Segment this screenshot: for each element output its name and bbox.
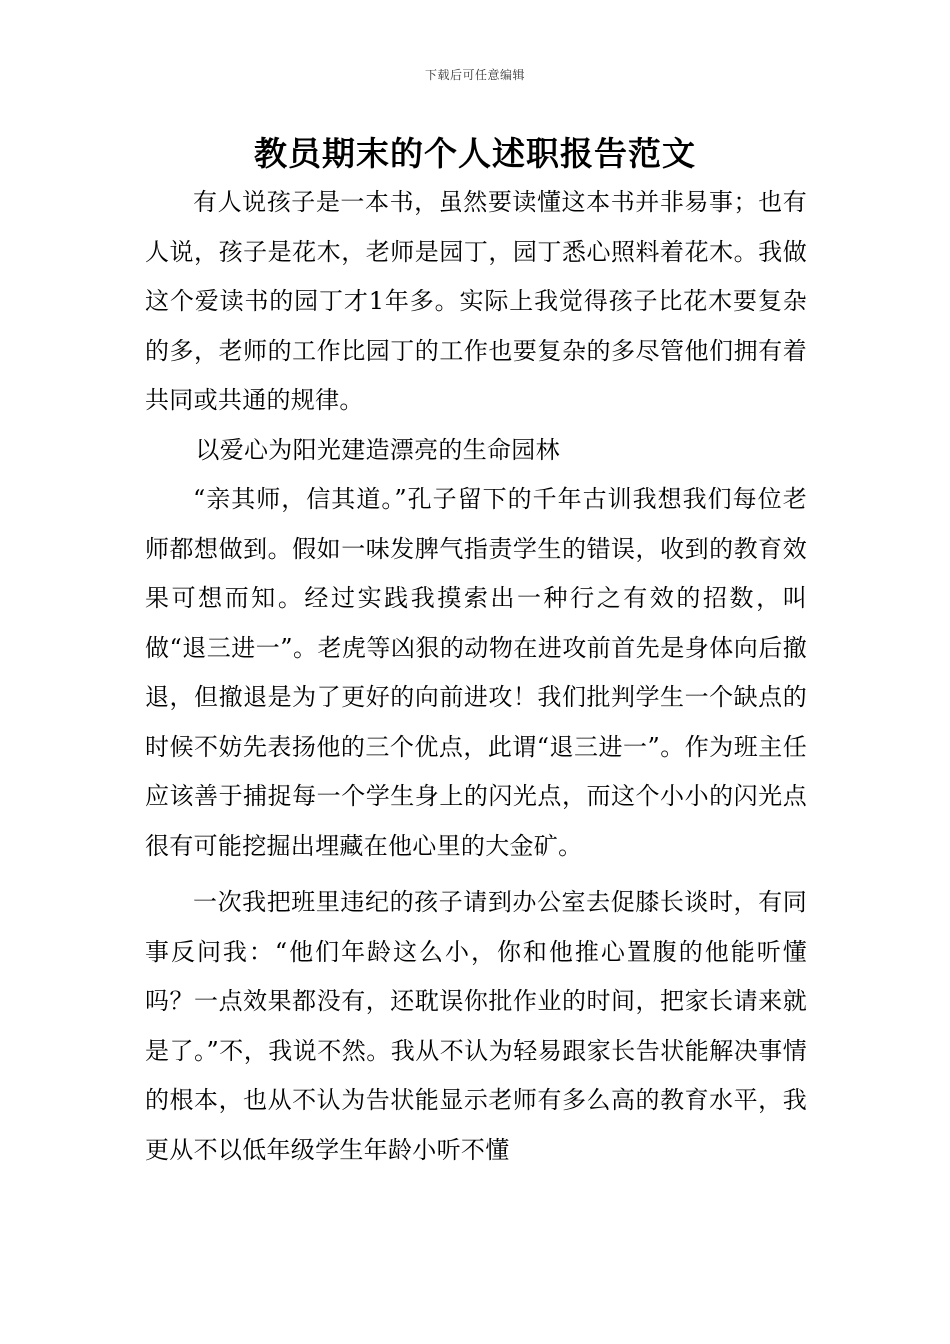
header-note: 下载后可任意编辑 <box>424 68 525 82</box>
document-body <box>145 178 807 1175</box>
section-heading: 以爱心为阳光建造漂亮的生命园林 <box>195 435 560 464</box>
document-title: 教员期末的个人述职报告范文 <box>254 134 696 173</box>
paragraph-anecdote: 一次我把班里违纪的孩子请到办公室去促膝长谈时，有同事反问我：“他们年龄这么小，你和他推心置腹的他能听懂吗？一点效果都没有，还耽误你批作业的时间，把家长请来就是了。”不，我说不然。我从不认为轻易跟家长告状能解决事情的根本，也从不认为告状能显示老师有多么高的教育水平，我更从不以低年级学生年龄小听不懂 <box>145 888 807 1164</box>
paragraph-intro: 有人说孩子是一本书，虽然要读懂这本书并非易事；也有人说，孩子是花木，老师是园丁，园丁悉心照料着花木。我做这个爱读书的园丁才1年多。实际上我觉得孩子比花木要复杂的多，老师的工作比园丁的工作也要复杂的多尽管他们拥有着共同或共通的规律。 <box>145 188 807 414</box>
paragraph-quote: “亲其师，信其道。”孔子留下的千年古训我想我们每位老师都想做到。假如一味发脾气指责学生的错误，收到的教育效果可想而知。经过实践我摸索出一种行之有效的招数，叫做“退三进一”。老虎等凶狠的动物在进攻前首先是身体向后撤退，但撤退是为了更好的向前进攻！我们批判学生一个缺点的时候不妨先表扬他的三个优点，此谓“退三进一”。作为班主任应该善于捕捉每一个学生身上的闪光点，而这个小小的闪光点很有可能挖掘出埋藏在他心里的大金矿。 <box>145 485 807 860</box>
